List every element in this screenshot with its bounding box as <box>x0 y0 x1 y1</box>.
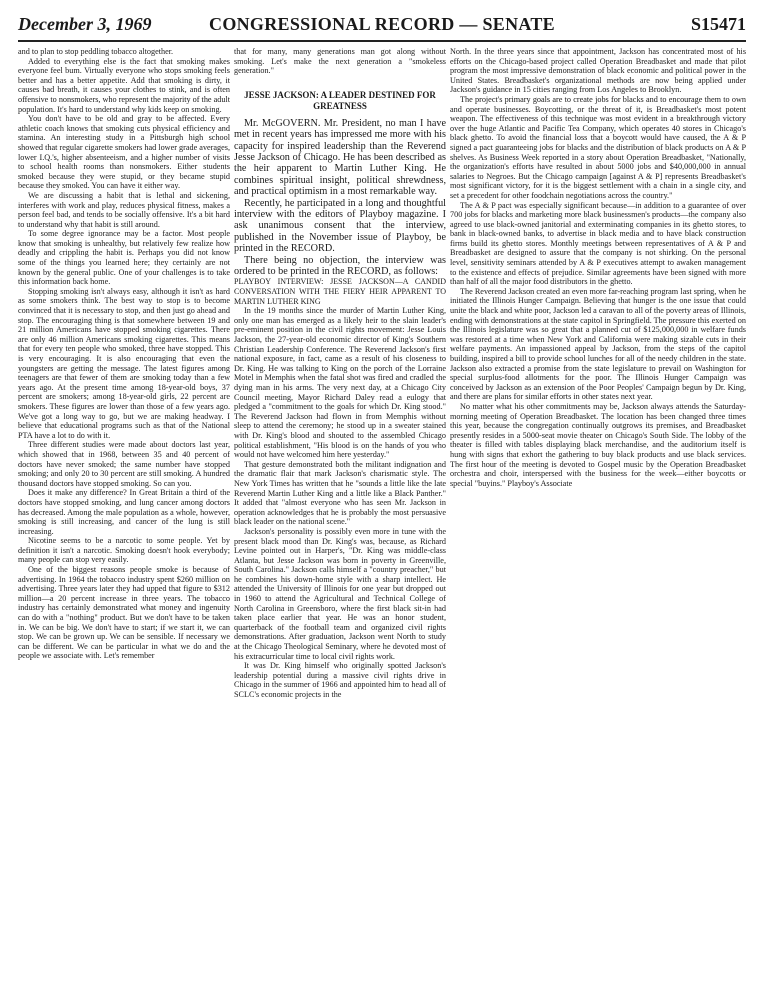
header-page-number: S15471 <box>690 14 746 34</box>
page-header <box>18 14 746 38</box>
paragraph: The project's primary goals are to create jobs for blacks and to encourage them to own and operate businesses. Boycotting, or the threat of it, is Breadbasket's most potent weapon. The effectiveness of this technique was most evident in a breakthrough victory over the huge Atlantic and Pacific Tea Company, which operates 40 stores in Chicago's black ghetto. To avoid the financial loss that a boycott would have caused, the A & P signed a pact guaranteeing jobs for blacks and the distribution of black products on A & P shelves. As Business Week reported in a story about Operation Breadbasket, "Nationally, the organization's efforts have resulted in about 5000 jobs and $40,000,000 in annual salaries to Negroes. But the Chicago campaign [against A & P] represents Breadbasket's most significant victory, for it is the biggest settlement with a chain in a single city, and set a precedent for other foodchain negotiations across the country." <box>450 94 746 200</box>
paragraph: Does it make any difference? In Great Britain a third of the doctors have stopped smoking, and lung cancer among doctors has decreased. Among the male population as a whole, however, smoking is still increasing, and cancer of the lung is still increasing. <box>18 488 230 536</box>
paragraph: No matter what his other commitments may be, Jackson always attends the Saturday-morning meeting of Operation Breadbasket. The location has been changed three times this year, because the congregation continually outgrows its premises, and Breadbasket presently resides in a 5000-seat movie theater on Chicago's South Side. The lobby of the theater is filled with tables displaying black merchandise, and the auditorium itself is hung with signs that exhort the gathering to buy black products and use black services. The first hour of the meeting is devoted to Gospel music by the Operation Breadbasket orchestra and choir, interspersed with the business for the week—either boycotts or special "buyins." Playboy's Associate <box>450 401 746 488</box>
header-rule <box>18 40 746 42</box>
paragraph: It was Dr. King himself who originally spotted Jackson's leadership potential during a massive civil rights drive in Chicago in the summer of 1966 and appointed him to head all of SCLC's economic projects in the <box>234 661 446 699</box>
paragraph: Three different studies were made about doctors last year, which showed that in 1968, between 35 and 40 percent of doctors have never smoked; the same number have stopped smoking; and only 20 to 30 percent are still smoking. A hundred thousand doctors have stopped smoking. So can you. <box>18 440 230 488</box>
paragraph: Nicotine seems to be a narcotic to some people. Yet by definition it isn't a narcotic. Smoking doesn't hook everybody; many people can stop very easily. <box>18 536 230 565</box>
column-2 <box>234 47 446 700</box>
paragraph: North. In the three years since that appointment, Jackson has concentrated most of his efforts on the Chicago-based project called Operation Breadbasket and made that pilot program the most impressive demonstration of black economic and political power in the United States. Breadbasket's organizational methods are now being applied under Jackson's guidance in 15 cities ranging from Los Angeles to Brooklyn. <box>450 47 746 95</box>
paragraph: The A & P pact was especially significant because—in addition to a guarantee of over 700 jobs for blacks and marketing more black businessmen's products—the company also agreed to use black-owned janitorial and exterminating companies in its ghetto stores, to bank in black-owned banks, to advertise in black media and to have black construction firms build its ghetto stores. Monthly meetings between representatives of A & P and Breadbasket are designed to assure that the company is not shirking. On the personal level, sensitivity seminars attended by A & P executives attempt to awaken management to the existence and effects of prejudice. Similar agreements have been signed with more than half of all the major food distributors in the ghetto. <box>450 200 746 287</box>
paragraph: We are discussing a habit that is lethal and sickening, interferes with work and play, reduces physical fitness, makes a person feel bad, and tends to be socially offensive. It's a bit hard to understand why that habit is still around. <box>18 190 230 229</box>
paragraph: In the 19 months since the murder of Martin Luther King, only one man has emerged as a likely heir to the slain leader's pre-eminent position in the civil rights movement: Jesse Louis Jackson, the 27-year-old economic director of King's Southern Christian Leadership Conference. The Reverend Jackson's first national exposure, in fact, came as a result of his closeness to Dr. King. He was talking to King on the porch of the Lorraine Motel in Memphis when the fatal shot was fired and cradled the dying man in his arms. The very next day, at a Chicago City Council meeting, Mayor Richard Daley read a eulogy that pledged a "commitment to the goals for which Dr. King stood." The Reverend Jackson had flown in from Memphis without sleep to attend the ceremony; he stood up in a sweater stained with Dr. King's blood and shouted to the assembled Chicago political establishment, "His blood is on the hands of you who would not have welcomed him here yesterday." <box>234 306 446 460</box>
paragraph: Added to everything else is the fact that smoking makes everyone feel bum. Virtually everyone who stops smoking feels better and has a better appetite. Add that smoking is dirty, it causes bad breath, it causes your clothes to stink, and is often offensive to nonsmokers, who represent the majority of the adult population. It's hard to understand why kids keep on smoking. <box>18 56 230 114</box>
section-title: JESSE JACKSON: A LEADER DESTINED FOR GREATNESS <box>244 89 436 111</box>
paragraph: That gesture demonstrated both the militant indignation and the dramatic flair that mark Jackson's charismatic style. The New York Times has written that he "sounds a little like the late Reverend Martin Luther King and a little like a Black Panther." It added that "almost everyone who has seen Mr. Jackson in operation acknowledges that he is probably the most persuasive black leader on the national scene." <box>234 459 446 527</box>
paragraph: To some degree ignorance may be a factor. Most people know that smoking is unhealthy, but relatively few realize how deadly and crippling the habit is. Perhaps you did not know some of the things you learned here; they certainly are not known by the general public. One of your challenges is to take this information back home. <box>18 229 230 287</box>
paragraph: Jackson's personality is possibly even more in tune with the present black mood than Dr. King's was, because, as Richard Levine pointed out in Harper's, "Dr. King was middle-class Atlanta, but Jesse Jackson was born in poverty in Greenville, South Carolina." Jackson calls himself a "country preacher," but he combines his down-home style with a sharp intellect. He attended the University of Illinois for one year but dropped out in 1960 to attend the Agricultural and Technical College of North Carolina in Greensboro, where the first black sit-in had taken place earlier that year. He was an honor student, quarterback of the football team and organized civil rights demonstrations. After graduation, Jackson went North to study at the Chicago Theological Seminary, where he devoted most of his extracurricular time to local civil rights work. <box>234 526 446 661</box>
paragraph: and to plan to stop peddling tobacco altogether. <box>18 47 174 56</box>
paragraph: Mr. McGOVERN. Mr. President, no man I have met in recent years has impressed me more with his capacity for inspired leadership than the Reverend Jesse Jackson of Chicago. He has been described as the heir apparent to Martin Luther King. He combines spiritual insight, political shrewdness, and practical optimism in a most remarkable way. <box>234 117 446 198</box>
header-title: CONGRESSIONAL RECORD — SENATE <box>209 14 555 34</box>
column-3 <box>450 47 746 488</box>
paragraph: Stopping smoking isn't always easy, although it isn't as hard as some smokers think. The best way to stop is to become convinced that it is necessary to stop, and then just go ahead and stop. The encouraging thing is that somewhere between 19 and 21 million Americans have stopped smoking cigarettes. There are only 46 million Americans smoking cigarettes. This means that for every ten people who smoked, three have stopped. This is very encouraging. It is also encouraging that even the youngsters are getting the message. The latest figures among teenagers are that fewer of them are smoking today than a few years ago. At the present time among 18-year-old boys, 37 percent are smokers; among 18-year-old girls, 22 percent are smokers. These figures are lower than those of a few years ago. We've got a long way to go, but we are making headway. I believe that educational programs such as that of the National PTA have a lot to do with it. <box>18 286 230 440</box>
article-heading: PLAYBOY INTERVIEW: JESSE JACKSON—A CANDID CONVERSATION WITH THE FIERY HEIR APPARENT TO MARTIN LUTHER KING <box>234 277 446 306</box>
paragraph: The Reverend Jackson created an even more far-reaching program last spring, when he initiated the Illinois Hunger Campaign. Believing that hunger is the one issue that could unite the black and white poor, Jackson led a caravan to all of the poverty areas of Illinois, ending with demonstrations at the state capitol in Springfield. The pressure this exerted on the Illinois legislature was so great that a planned cut of $125,000,000 in welfare funds was restored at a time when New York and California were making sizable cuts in their welfare payments. An impassioned appeal by Jackson, from the steps of the capitol building, inspired a bill to provide school lunches for all of the needy children in the state. Jackson also extracted a promise from the state legislature to prevail on Washington for special surplus-food allotments for the poor. The Illinois Hunger Campaign was conceived by Jackson as an extension of the Poor Peoples' Campaign begun by Dr. King, and there are plans for similar efforts in other states next year. <box>450 286 746 402</box>
paragraph: that for many, many generations man got along without smoking. Let's make the next generation a "smokeless generation." <box>234 47 446 76</box>
paragraph: One of the biggest reasons people smoke is because of advertising. In 1964 the tobacco industry spent $260 million on advertising. Three years later they had upped that figure to $312 million—a 20 percent increase in three years. The tobacco industry has certainly demonstrated what money and ingenuity can do with a "nothing" product. But we don't have to be taken in. We can be big. We don't have to start; if we start it, we can stop. We can be grown up. We can be sensible. If necessary we can be different. We can be particular in what we do and the people we associate with. Let's remember <box>18 565 230 661</box>
paragraph: Recently, he participated in a long and thoughtful interview with the editors of Playboy magazine. I ask unanimous consent that the interview, published in the November issue of Playboy, be printed in the RECORD. <box>234 197 446 255</box>
paragraph: You don't have to be old and gray to be affected. Every athletic coach knows that smoking cuts physical efficiency and stamina. An interesting study in a Pittsburgh high school showed that regular cigarette smokers had lower grade averages, lower I.Q.'s, higher absenteeism, and a higher number of visits to school health rooms than nonsmokers. Either students smoked because they were stupid, or they became stupid because they smoked. You can have it either way. <box>18 114 230 191</box>
header-date: December 3, 1969 <box>18 14 152 34</box>
column-1 <box>18 47 230 661</box>
paragraph: There being no objection, the interview was ordered to be printed in the RECORD, as follows: <box>234 254 446 278</box>
